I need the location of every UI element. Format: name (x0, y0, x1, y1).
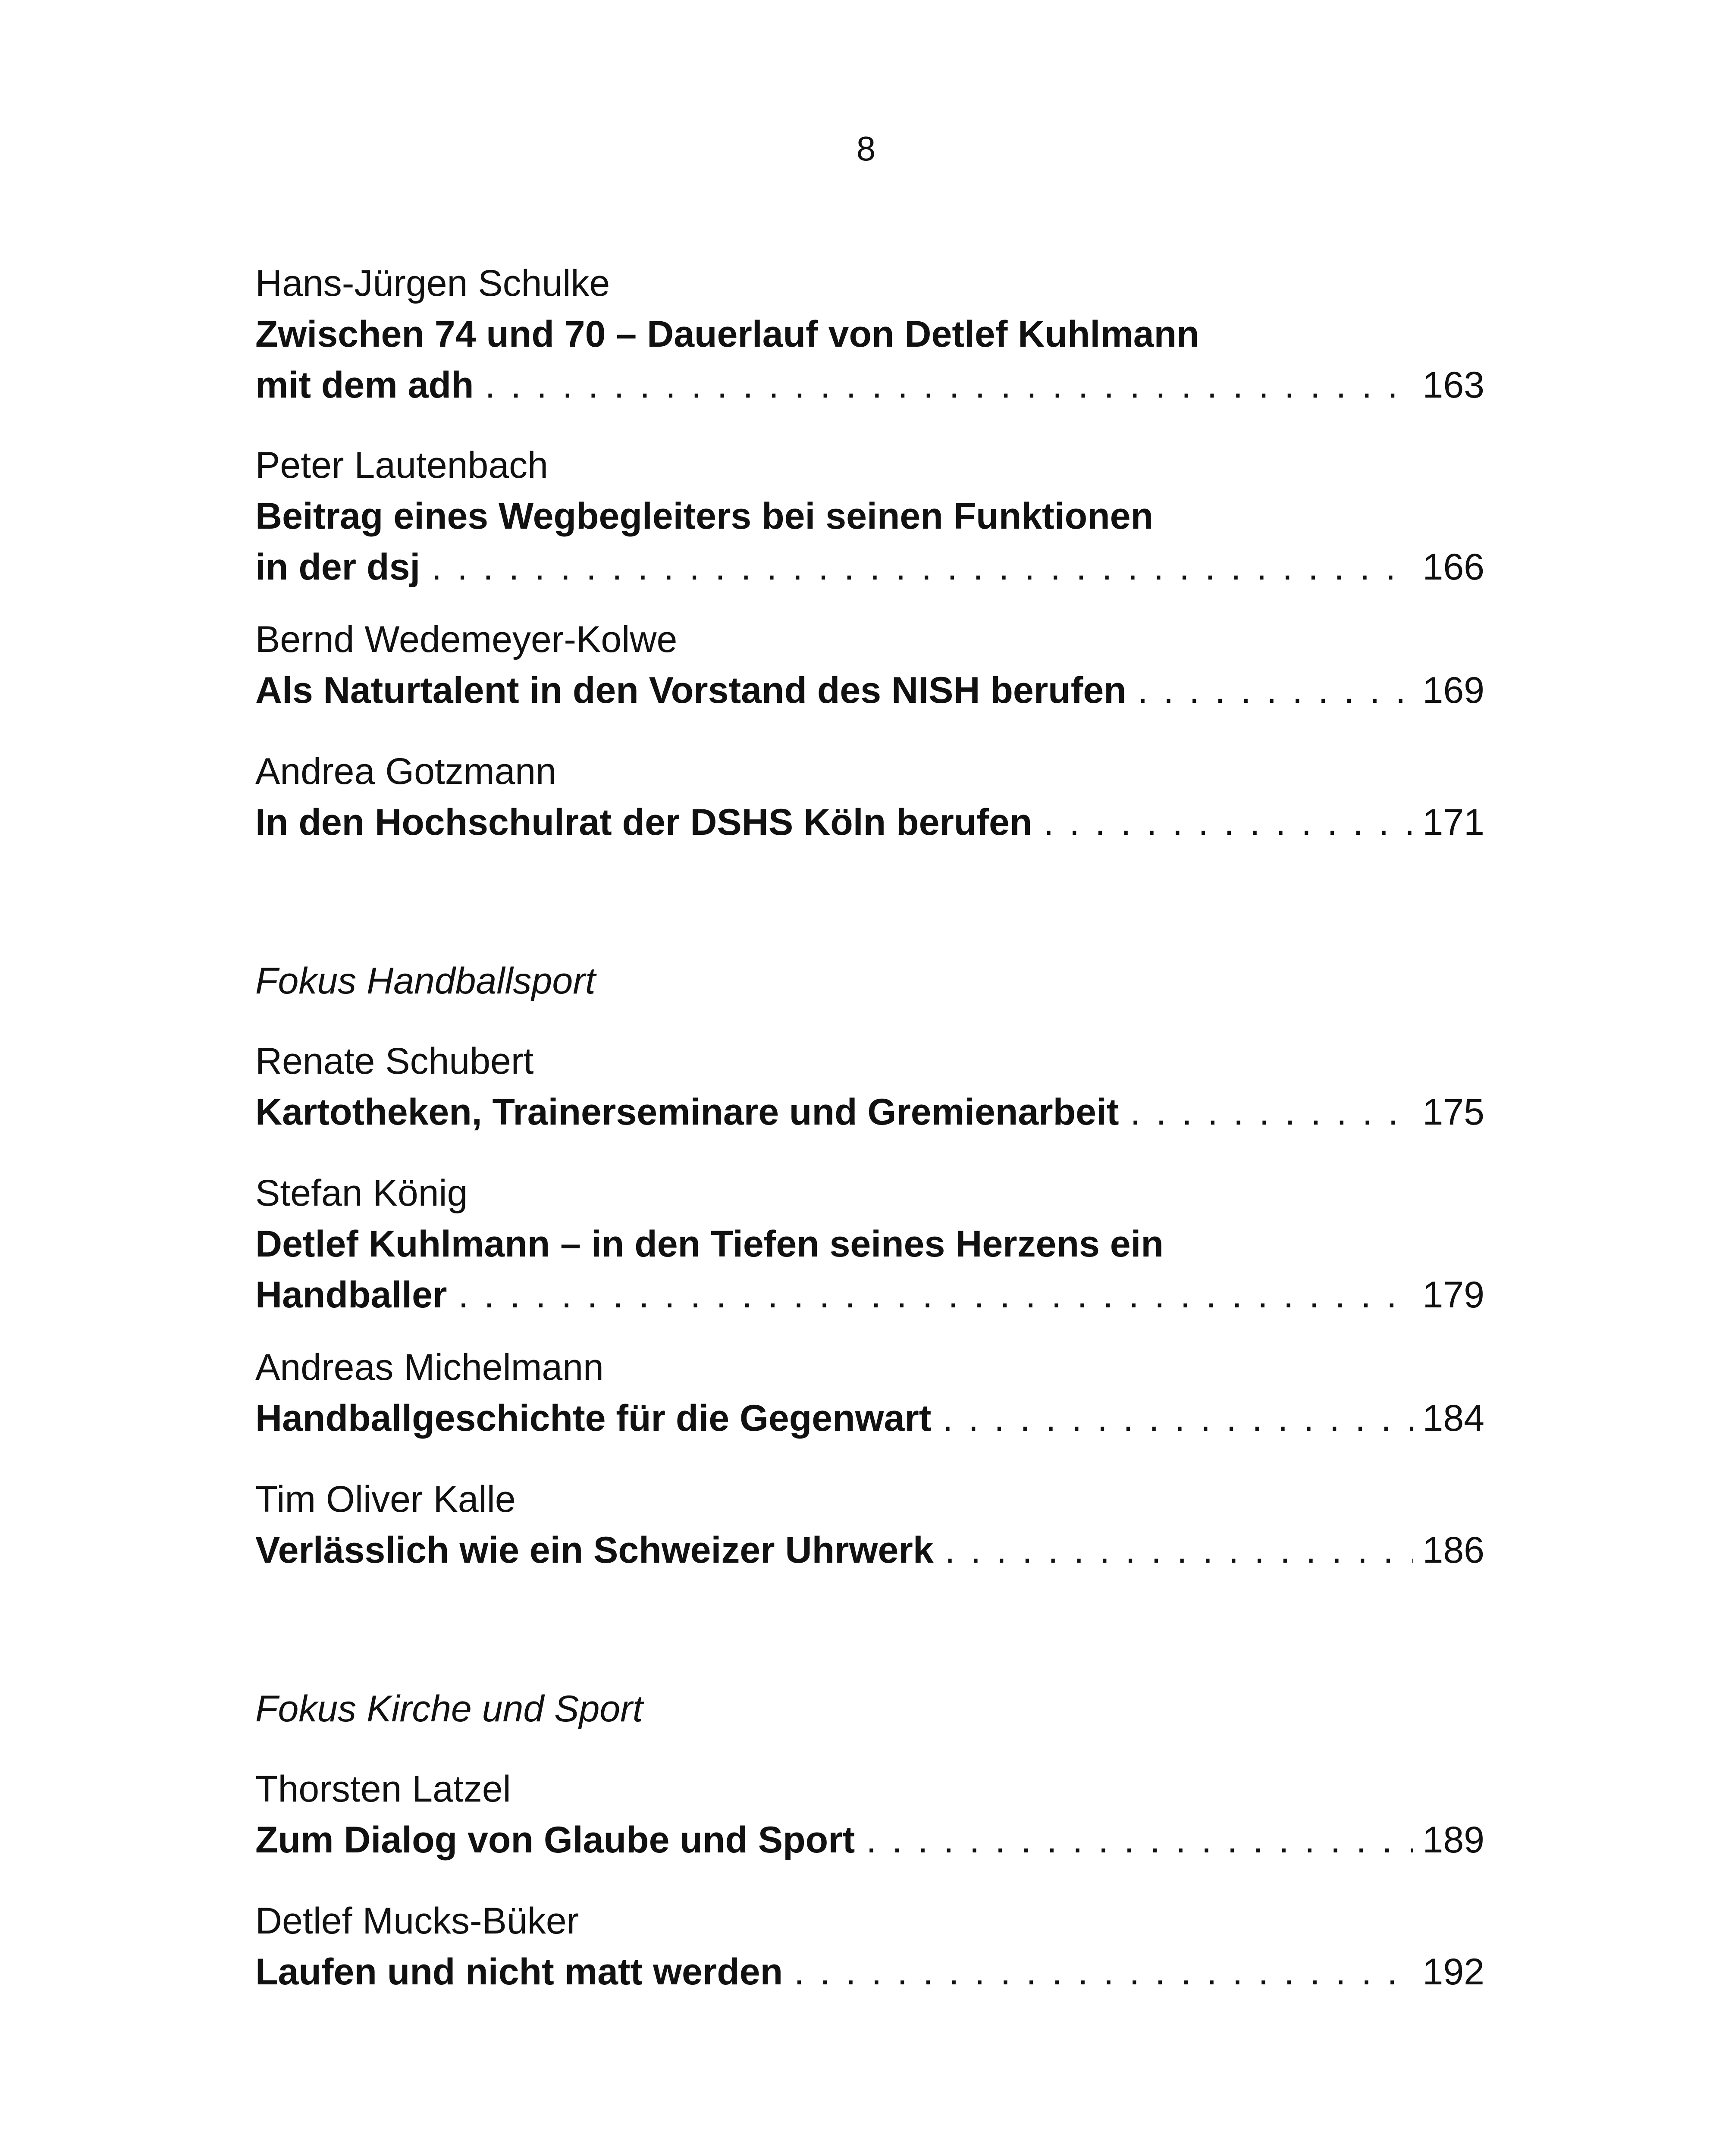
entry-title-row (255, 1525, 1484, 1576)
entry-author: Stefan König (255, 1172, 468, 1214)
dot-leader (1043, 797, 1413, 848)
entry-title: Als Naturtalent in den Vorstand des NISH berufen (255, 670, 1126, 711)
entry-title-row (255, 360, 1484, 411)
entry-title: Kartotheken, Trainerseminare und Gremienarbeit (255, 1091, 1119, 1133)
table-of-contents (255, 258, 1484, 1997)
dot-leader (431, 542, 1413, 592)
toc-entry (255, 1342, 1484, 1444)
toc-entry (255, 440, 1484, 592)
dot-leader (794, 1946, 1413, 1997)
toc-entry (255, 258, 1484, 411)
page-ref: 186 (1422, 1529, 1484, 1571)
dot-leader (866, 1814, 1413, 1865)
toc-entry (255, 1168, 1484, 1320)
entry-title-row (255, 1087, 1484, 1138)
entry-title-row (255, 1393, 1484, 1444)
page-ref: 189 (1422, 1819, 1484, 1861)
entry-title: Detlef Kuhlmann – in den Tiefen seines Herzens ein (255, 1223, 1164, 1265)
entry-author: Thorsten Latzel (255, 1768, 511, 1810)
entry-title: Verlässlich wie ein Schweizer Uhrwerk (255, 1529, 934, 1571)
entry-title-row (255, 1814, 1484, 1865)
page-number: 8 (856, 129, 876, 168)
toc-entry (255, 1896, 1484, 1997)
entry-author: Andreas Michelmann (255, 1347, 604, 1388)
entry-title-row (255, 1946, 1484, 1997)
page-ref: 169 (1422, 670, 1484, 711)
dot-leader (1130, 1087, 1413, 1138)
section-heading: Fokus Handballsport (255, 960, 596, 1002)
toc-entry (255, 1036, 1484, 1138)
section-heading: Fokus Kirche und Sport (255, 1688, 643, 1730)
page-ref: 171 (1422, 802, 1484, 843)
entry-title: Handballgeschichte für die Gegenwart (255, 1398, 932, 1439)
entry-title-row (255, 1269, 1484, 1320)
entry-title-row (255, 542, 1484, 592)
toc-entry (255, 614, 1484, 716)
entry-author: Detlef Mucks-Büker (255, 1900, 579, 1942)
page-ref: 192 (1422, 1951, 1484, 1993)
dot-leader (1138, 665, 1413, 716)
entry-author: Bernd Wedemeyer-Kolwe (255, 619, 678, 660)
entry-title: In den Hochschulrat der DSHS Köln berufen (255, 802, 1032, 843)
page-ref: 166 (1422, 546, 1484, 588)
entry-author: Hans-Jürgen Schulke (255, 263, 610, 304)
entry-title: Beitrag eines Wegbegleiters bei seinen Funktionen (255, 495, 1154, 537)
dot-leader (945, 1525, 1413, 1576)
entry-title: Zwischen 74 und 70 – Dauerlauf von Detlef Kuhlmann (255, 313, 1199, 355)
entry-author: Peter Lautenbach (255, 445, 548, 486)
dot-leader (485, 360, 1413, 411)
page-ref: 175 (1422, 1091, 1484, 1133)
page-ref: 163 (1422, 364, 1484, 406)
entry-title-row (255, 665, 1484, 716)
entry-title: Zum Dialog von Glaube und Sport (255, 1819, 855, 1861)
entry-author: Andrea Gotzmann (255, 751, 556, 792)
dot-leader (458, 1269, 1413, 1320)
entry-title: mit dem adh (255, 364, 474, 406)
toc-entry (255, 1474, 1484, 1576)
page-ref: 184 (1422, 1398, 1484, 1439)
entry-title: Handballer (255, 1274, 447, 1316)
entry-title: Laufen und nicht matt werden (255, 1951, 783, 1993)
entry-title-row (255, 797, 1484, 848)
entry-title: in der dsj (255, 546, 420, 588)
entry-author: Renate Schubert (255, 1040, 534, 1082)
dot-leader (942, 1393, 1413, 1444)
toc-entry (255, 1764, 1484, 1865)
entry-author: Tim Oliver Kalle (255, 1479, 516, 1520)
page-ref: 179 (1422, 1274, 1484, 1316)
toc-entry (255, 746, 1484, 848)
